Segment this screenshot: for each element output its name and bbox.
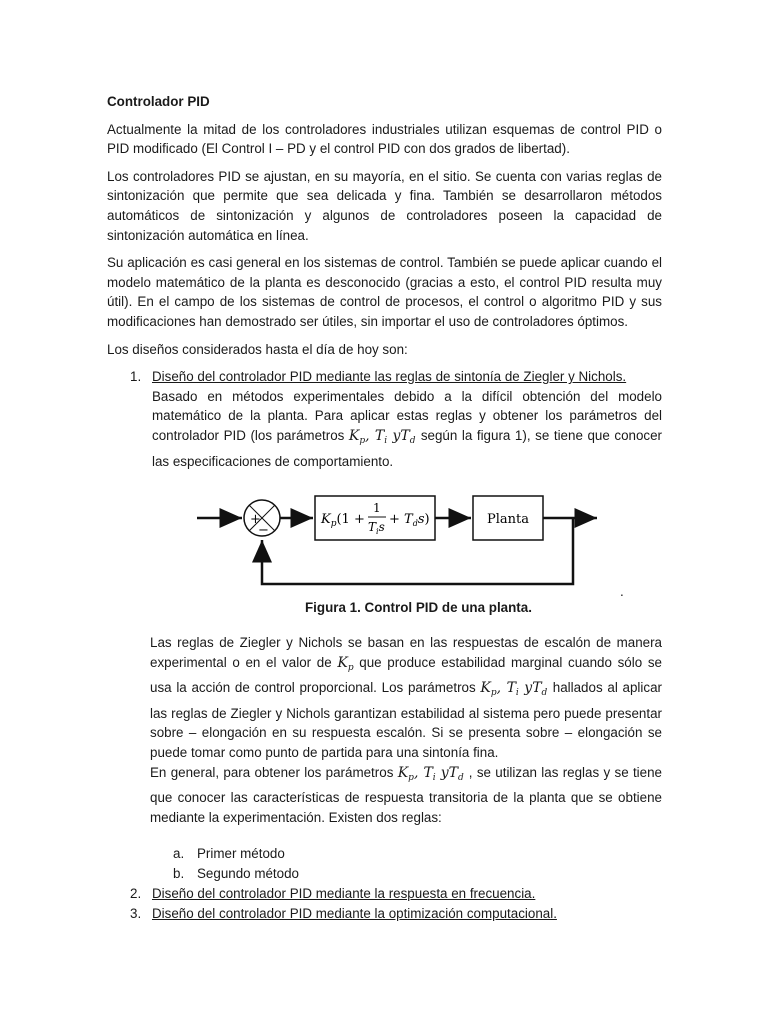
list-item-text [152, 387, 662, 471]
list-item-text: Segundo método [197, 865, 299, 881]
kp-formula: $K_p$ [337, 654, 354, 673]
list-item [150, 864, 662, 884]
design-list [107, 367, 662, 471]
document-body [107, 92, 662, 471]
block-diagram [195, 478, 625, 590]
list-number: 1. [130, 369, 142, 385]
paragraph-4: Los diseños considerados hasta el día de hoy son: [107, 341, 408, 357]
zn-paragraph-1: Las reglas de Ziegler y Nichols se basan en las respuestas de escalón de manera experimental o en el valor de $K_p$ que produce estabilidad marginal cuando sólo se usa la acción de control proporcional. Los parámetros $K_p$, $T_i$ $yT_d$ hallados al aplicar las reglas de Ziegler y Nichols garantizan estabilidad al sistema pero puede presentar sobre – elongación en su respuesta escalón. Si se presenta sobre – elongación se puede tomar como punto de partida para una sintonía fina. [150, 635, 662, 760]
paragraph-1: Actualmente la mitad de los controladores industriales utilizan esquemas de control PID o PID modificado (El Control I – PD y el control PID con dos grados de libertad). [107, 121, 662, 157]
list-number: 3. [130, 905, 142, 921]
params-formula-3: $K_p$, $T_i$ $yT_d$ [397, 764, 464, 783]
list-item-heading: Diseño del controlador PID mediante las reglas de sintonía de Ziegler y Nichols. [152, 369, 627, 385]
params-formula: $K_p$, $T_i$ $yT_d$ [348, 427, 416, 446]
item1-text-a: Basado en métodos experimentales debido a la difícil obtención del modelo matemático de la planta. Para aplicar estas reglas y obtener los parámetros del controlador PID (los parámetros [152, 388, 662, 443]
svg-text:Tis: $T_is$ [368, 520, 385, 536]
list-item-heading: Diseño del controlador PID mediante la optimización computacional. [152, 905, 557, 921]
list-item-1 [107, 367, 662, 471]
item1-text-b: según la figura 1), se tiene que conocer las especificaciones de comportamiento. [152, 427, 663, 469]
methods-list [150, 844, 662, 883]
sum-minus-sign: − [258, 523, 269, 538]
block-diagram-svg [195, 478, 625, 590]
list-item-heading: Diseño del controlador PID mediante la respuesta en frecuencia. [152, 886, 536, 901]
list-number: 2. [130, 886, 142, 901]
list-letter: b. [173, 865, 185, 881]
stray-dot: . [620, 584, 624, 599]
page-title: Controlador PID [107, 94, 210, 109]
list-letter: a. [173, 846, 185, 862]
list-item-2 [107, 884, 662, 904]
paragraph-3: Su aplicación es casi general en los sistemas de control. También se puede aplicar cuando el modelo matemático de la planta es desconocido (gracias a esto, el control PID resulta muy útil). En el campo de los sistemas de control de procesos, el control o algoritmo PID y sus modificaciones han demostrado ser útiles, sin importar el uso de controladores óptimos. [107, 255, 662, 329]
svg-text:1: 1 [373, 501, 381, 515]
svg-text:+ Tds): + $T_ds$) [389, 512, 430, 528]
zn-paragraph-2: En general, para obtener los parámetros $K_p$, $T_i$ $yT_d$ , se utilizan las reglas y se tiene que conocer las características de respuesta transitoria de la planta que se obtiene mediante la experimentación. Existen dos reglas: [150, 764, 662, 825]
sum-plus-sign: + [250, 512, 261, 527]
params-formula-2: $K_p$, $T_i$ $yT_d$ [480, 680, 548, 699]
figure-caption: Figura 1. Control PID de una planta. [305, 600, 532, 615]
paragraph-2: Los controladores PID se ajustan, en su mayoría, en el sitio. Se cuenta con varias reglas de sintonización que permite que sea delicada y fina. También se desarrollaron métodos automáticos de sintonización y algunos de controladores poseen la capacidad de sintonización automática en línea. [107, 168, 662, 243]
ziegler-nichols-section [150, 633, 662, 884]
design-list-continued [107, 884, 662, 923]
plant-block-label: Planta [486, 512, 530, 527]
controller-block-label: $K_p(1$ + [321, 512, 365, 529]
list-item [150, 844, 662, 864]
list-item-text: Primer método [197, 846, 285, 862]
list-item-3 [107, 904, 662, 924]
